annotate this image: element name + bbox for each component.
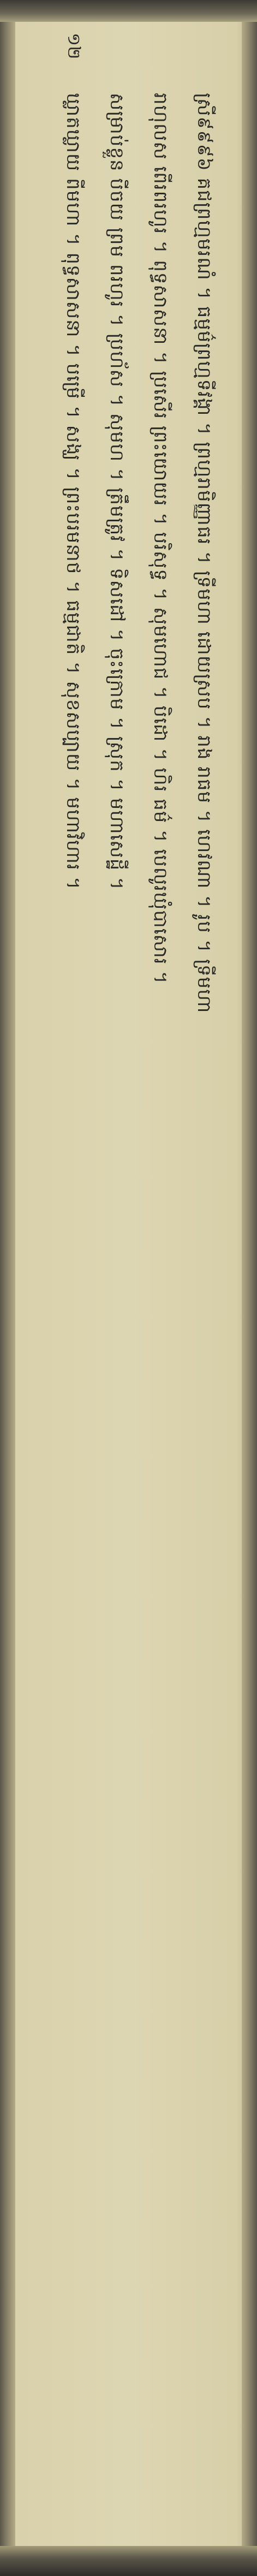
leaf-left-edge — [0, 0, 15, 2576]
manuscript-line: ឃ្លាតឃ្លាយ ពីមហា ។ ពុទ្ធសាសនា ។ បម្រើ ។ សង្ឃ ។ ព្រះបរមនាថ ។ ធម្មជាតិ ។ សុខសប្បាយ ។ មហាវិហារ ។ — [62, 92, 84, 890]
manuscript-line: ស្រី៩៩៩៦ គជព្រហ្មមរណំ ។ ធម្មម៌ព្រហ្មទីវង្គា ។ ព្រហ្មរាមិញ្ញាធរ ។ ទ្រីមហា ដោយស្រប ។ រាង រាធម ។ ហេវណា ។ រូប ។ ទ្រីមហា — [193, 92, 215, 1013]
scan-top-border — [0, 0, 257, 22]
page-number: ១២ — [63, 32, 85, 59]
leaf-right-edge — [242, 0, 257, 2576]
manuscript-text-block — [14, 22, 243, 2555]
manuscript-line: រាហុលស ពើរពរហូរ ។ ពុទ្ធសាសនា ។ ប្រសើរ ព្រះយោយរ ។ បរិសុទ្ធ ។ សុមហោជ ។ បិដោ ។ ហិរ ធម៌ ។ បេលូរឃុំបាសោរ ។ — [149, 92, 171, 984]
manuscript-line: សម្រាប់ខ្លួន បីចយ ព្រម ពរហូរ ។ ប្រហ័ស ។ សុមហ ។ ត្រឹមត្រូវ ។ ទិសដៅ ។ ចុះក្រោម ។ ស្រុក ។ មហាសេដ្ឋី ។ — [105, 92, 128, 890]
